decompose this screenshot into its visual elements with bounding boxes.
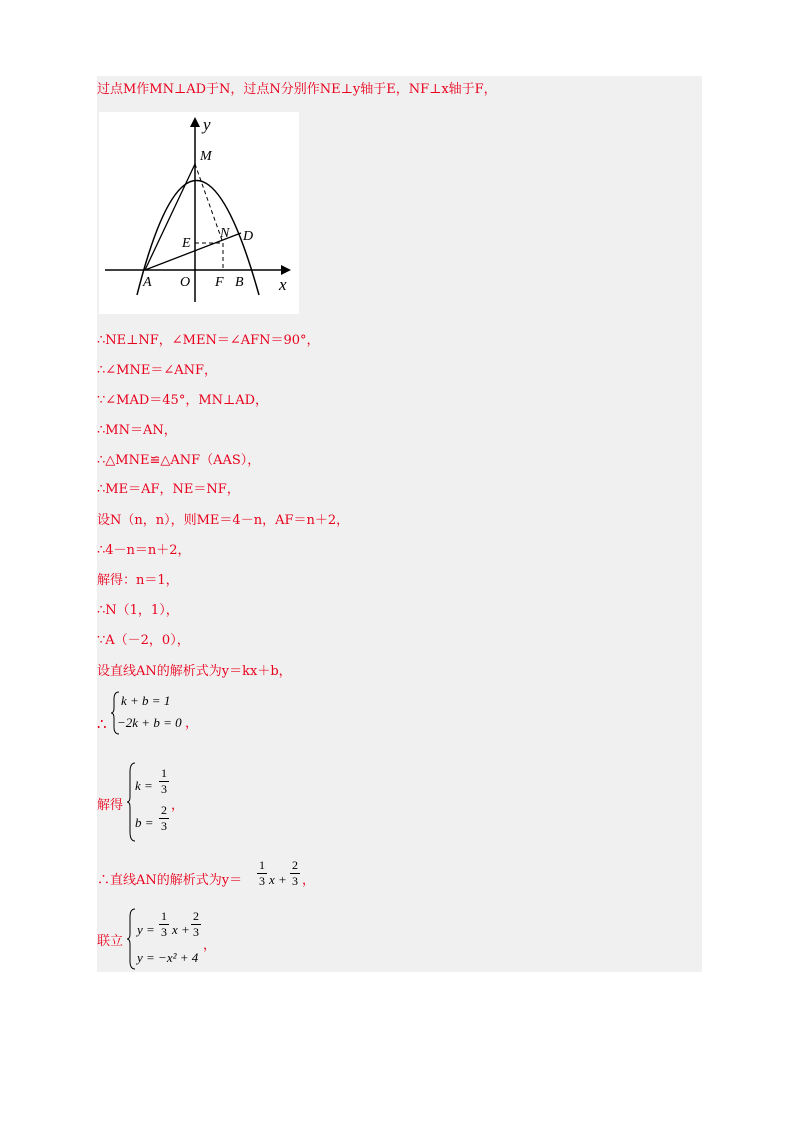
label-y: y xyxy=(203,115,211,134)
eq-1a: k + b = 1 xyxy=(121,693,171,708)
b-numerator: 2 xyxy=(161,803,167,817)
y-equals-2: y = −x² + 4 xyxy=(137,950,199,965)
text-line-10: 解得：n＝1， xyxy=(97,573,179,588)
k-numerator: 1 xyxy=(161,766,167,780)
b-equals: b = xyxy=(135,815,154,830)
label-F: F xyxy=(215,275,224,290)
label-x: x xyxy=(279,275,287,294)
label-A: A xyxy=(143,275,152,290)
denominator-1: 3 xyxy=(259,874,265,888)
text-line-6: ∴△MNE≌△ANF（AAS）， xyxy=(97,453,261,468)
text-line-1: 过点M作MN⊥AD于N，过点N分别作NE⊥y轴于E，NF⊥x轴于F， xyxy=(97,82,497,97)
geometry-diagram xyxy=(99,112,299,314)
y-axis-arrow xyxy=(190,117,200,127)
text-line-2: ∴NE⊥NF，∠MEN＝∠AFN＝90°， xyxy=(97,333,320,348)
x-plus: x + xyxy=(269,872,287,887)
x-axis-arrow xyxy=(281,265,291,275)
therefore-symbol: ∴ xyxy=(97,715,107,733)
text-line-11: ∴N（1，1）， xyxy=(97,603,179,618)
brace-3 xyxy=(127,908,137,970)
text-line-12: ∵A（－2，0）， xyxy=(97,633,190,648)
text-line-4: ∵∠MAD＝45°，MN⊥AD， xyxy=(97,393,269,408)
k-denominator: 3 xyxy=(161,782,167,796)
text-line-3: ∴∠MNE＝∠ANF， xyxy=(97,363,218,378)
label-B: B xyxy=(235,275,244,290)
parabola-figure xyxy=(99,112,299,314)
combine-label: 联立 xyxy=(97,934,124,949)
comma-1: ， xyxy=(185,716,199,731)
text-line-9: ∴4－n＝n＋2， xyxy=(97,543,191,558)
k-equals: k = xyxy=(135,778,153,793)
fraction-2-3-b xyxy=(191,910,201,939)
label-M: M xyxy=(200,149,212,164)
fraction-1-3 xyxy=(257,859,267,888)
numerator-1: 1 xyxy=(259,858,265,872)
b-fraction xyxy=(159,804,169,833)
x-plus-b: x + xyxy=(172,922,190,937)
text-line-16: ∴直线AN的解析式为y＝ xyxy=(97,873,243,888)
text-line-13: 设直线AN的解析式为y＝kx＋b， xyxy=(97,664,292,679)
label-O: O xyxy=(180,275,191,290)
b-denominator: 3 xyxy=(161,819,167,833)
comma-4: ， xyxy=(203,938,217,953)
fraction-2-3 xyxy=(290,859,300,888)
label-N: N xyxy=(220,226,230,241)
text-line-7: ∴ME＝AF，NE＝NF， xyxy=(97,482,240,497)
k-fraction xyxy=(159,767,169,796)
label-E: E xyxy=(182,236,191,251)
denominator-1b: 3 xyxy=(161,925,167,939)
comma-3: ， xyxy=(302,873,316,888)
numerator-2: 2 xyxy=(292,858,298,872)
y-equals-1: y = xyxy=(137,922,155,937)
text-line-5: ∴MN＝AN， xyxy=(97,423,177,438)
segment-MN xyxy=(195,164,223,243)
denominator-2b: 3 xyxy=(193,925,199,939)
solution-panel xyxy=(97,76,702,972)
text-line-8: 设N（n，n），则ME＝4－n，AF＝n＋2， xyxy=(97,513,350,528)
fraction-1-3-b xyxy=(159,910,169,939)
eq-1b: −2k + b = 0 xyxy=(117,715,182,730)
solve-label: 解得 xyxy=(97,798,124,813)
label-D: D xyxy=(243,229,254,244)
numerator-2b: 2 xyxy=(193,909,199,923)
denominator-2: 3 xyxy=(292,874,298,888)
comma-2: ， xyxy=(171,798,185,813)
numerator-1b: 1 xyxy=(161,909,167,923)
